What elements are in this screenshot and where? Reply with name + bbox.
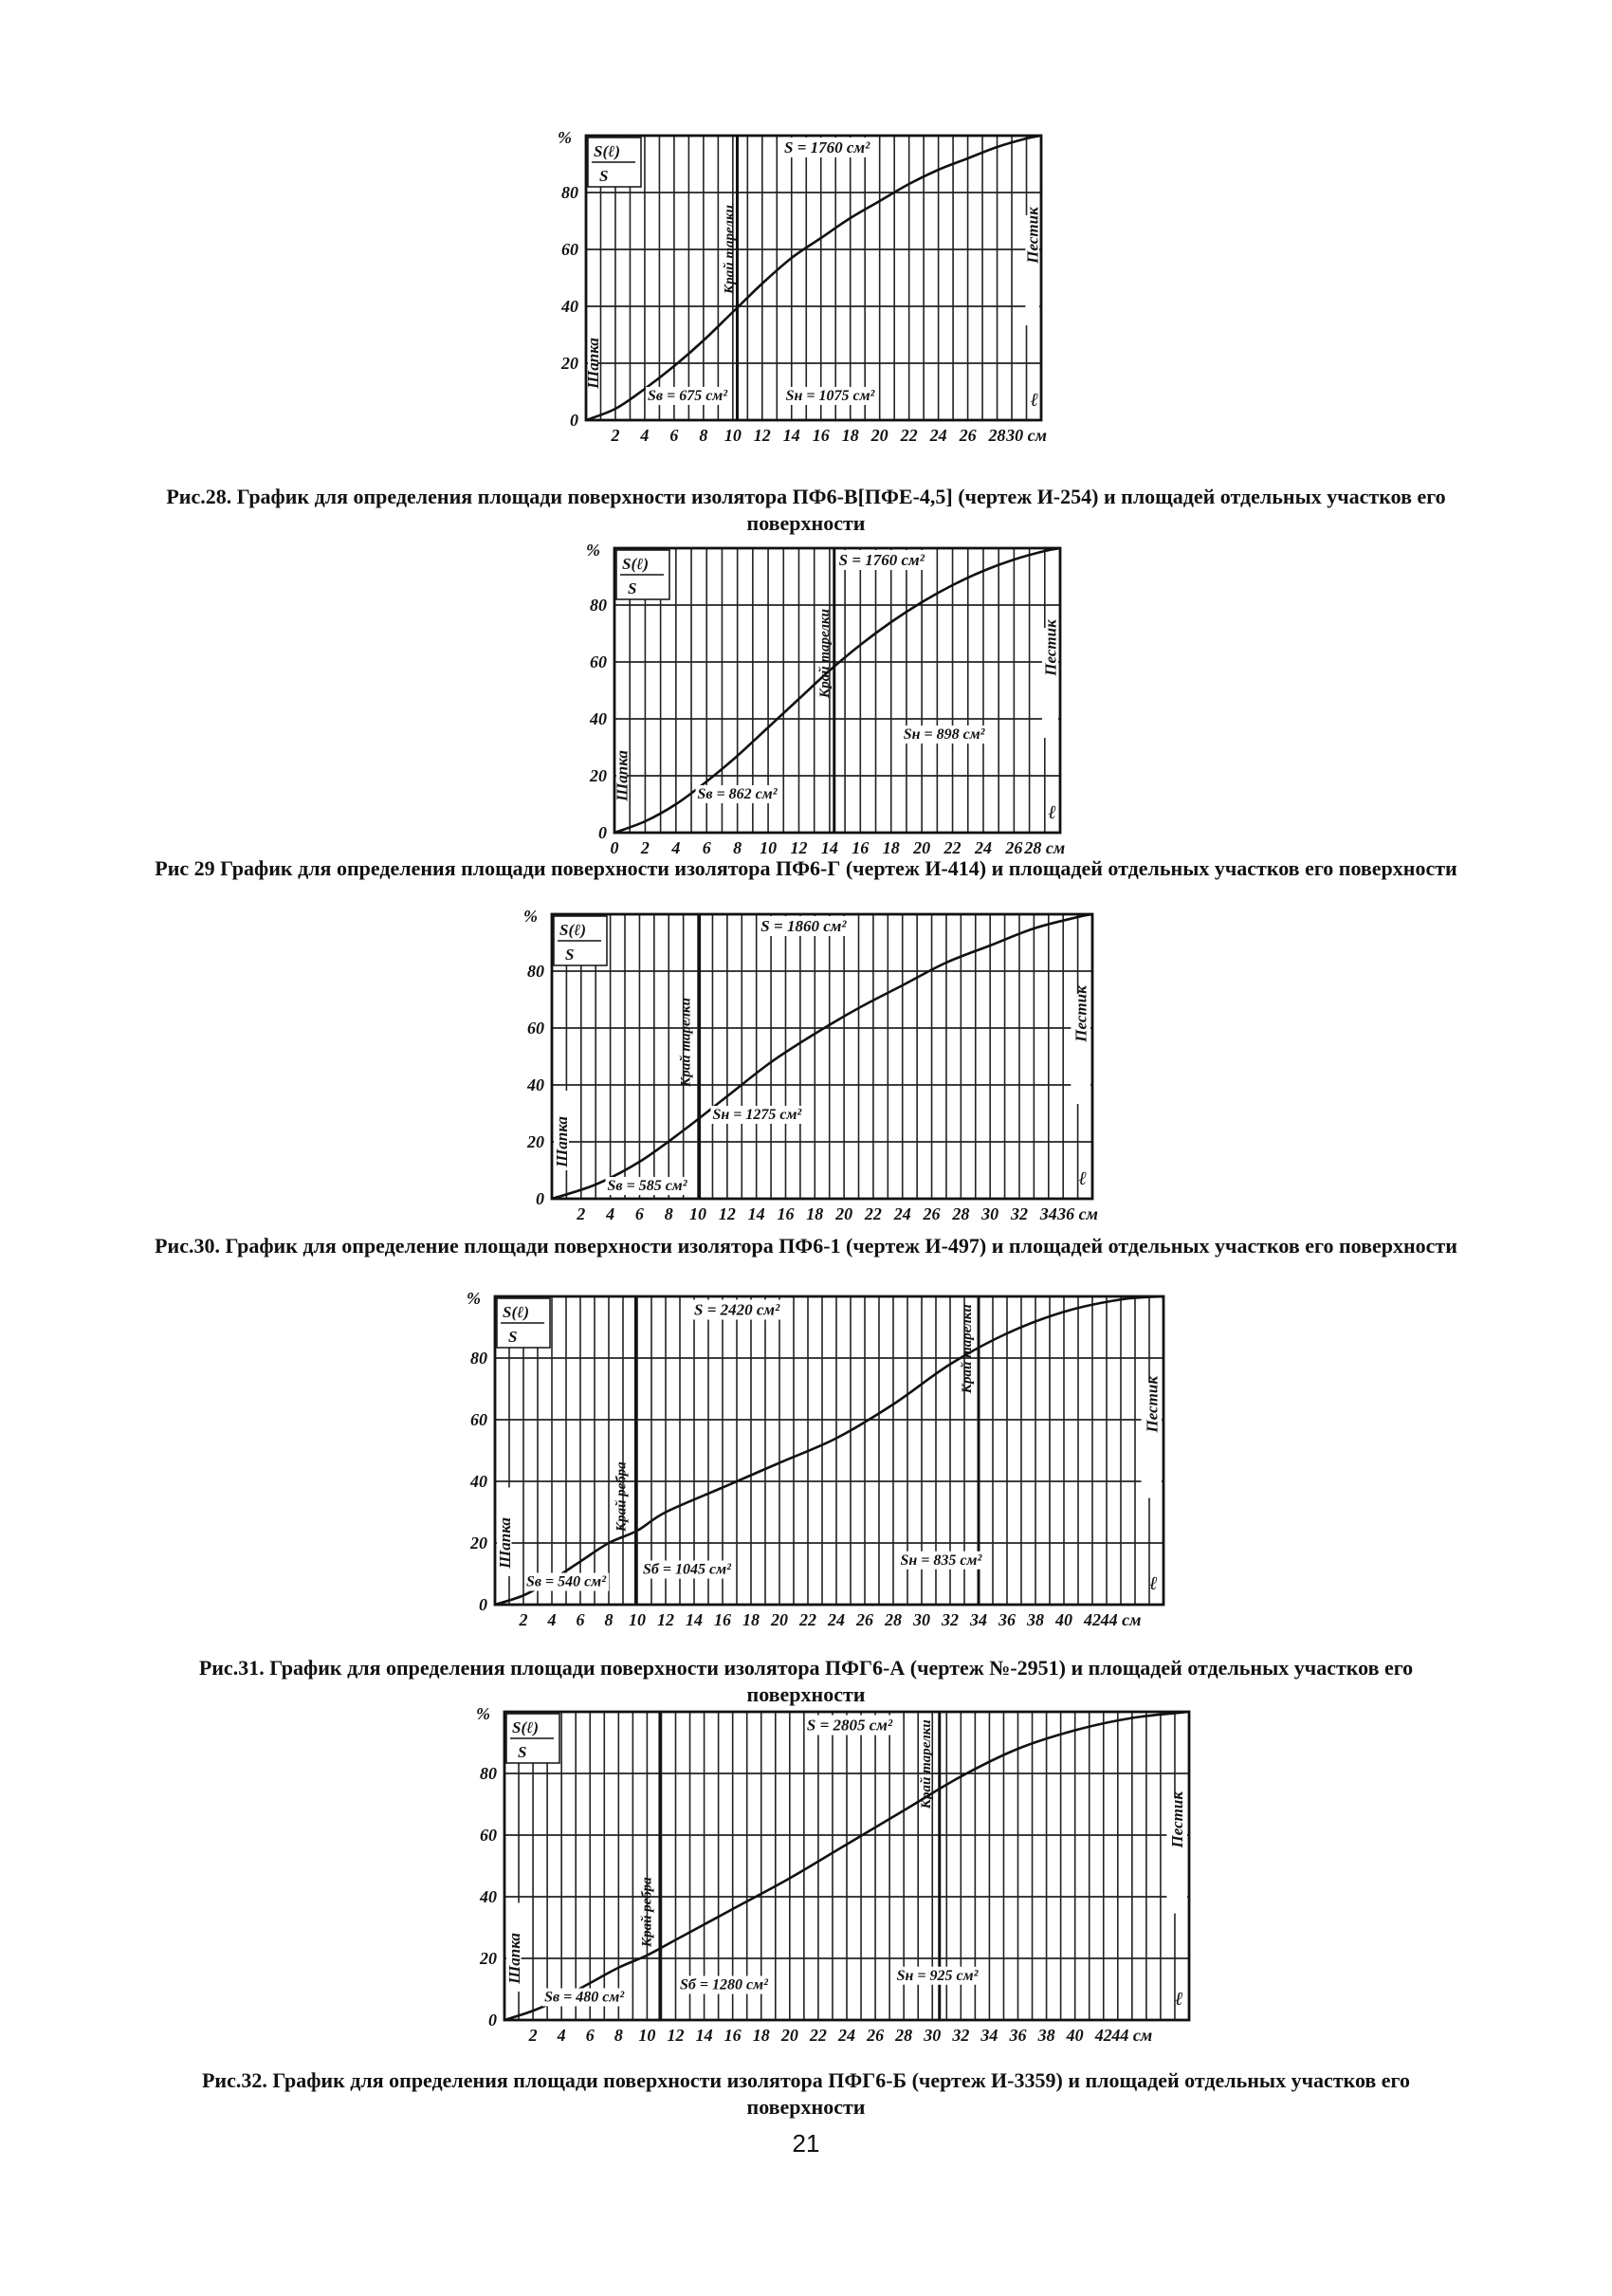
x-tick-label: 24 [893, 1204, 911, 1223]
caption-fig30: Рис.30. График для определение площади поверхности изолятора ПФ6-1 (чертеж И-497) и площадей отдельных участков его поверхности [155, 1234, 1457, 1258]
x-tick-label: 14 [782, 426, 800, 445]
page-number: 21 [792, 2129, 820, 2158]
x-tick-label: 2 [640, 838, 650, 857]
x-tick-label: 6 [576, 1610, 585, 1629]
area-part-1-label: Sв = 480 см² [544, 1989, 625, 2006]
x-tick-label: 14 [695, 2026, 713, 2045]
right-region-label: Пестик [1041, 619, 1060, 676]
y-unit-label: % [523, 907, 538, 926]
area-part-1-label: Sв = 585 см² [607, 1178, 687, 1194]
x-tick-label: 18 [841, 426, 859, 445]
y-tick-label: 40 [527, 1075, 544, 1094]
total-area-label: S = 2420 см² [694, 1300, 780, 1319]
x-tick-label: 2 [519, 1610, 528, 1629]
x-tick-label: 30 [924, 2026, 942, 2045]
y-tick-label: 20 [590, 766, 607, 785]
chart-svg [512, 901, 1119, 1223]
chart-svg [465, 1700, 1223, 2047]
x-tick-label: 38 [1037, 2026, 1055, 2045]
right-region-label: Пестик [1143, 1376, 1162, 1433]
ylabel-numerator: S(ℓ) [622, 555, 650, 573]
total-area-label: S = 1860 см² [760, 917, 847, 935]
area-part-1-label: Sв = 540 см² [526, 1573, 607, 1590]
x-tick-label: 2 [577, 1204, 586, 1223]
x-tick-label: 36 [998, 1610, 1016, 1629]
x-tick-label: 6 [702, 838, 711, 857]
area-part-2-label: Sн = 898 см² [903, 726, 985, 743]
x-tick-label: 10 [638, 2026, 656, 2045]
x-tick-label: 10 [724, 426, 742, 445]
y-tick-label: 80 [527, 962, 544, 981]
edge-label-2: Край тарелки [919, 1719, 935, 1809]
x-tick-label: 22 [943, 838, 962, 857]
left-region-label: Шапка [553, 1116, 572, 1167]
area-part-2-label: Sб = 1280 см² [680, 1976, 768, 1993]
ell-marker: ℓ [1175, 1988, 1183, 2010]
x-tick-label: 34 [980, 2026, 998, 2045]
area-part-1-label: Sв = 675 см² [648, 388, 728, 404]
y-tick-label: 40 [561, 297, 578, 316]
ylabel-denominator: S [565, 946, 575, 964]
left-region-label: Шапка [495, 1517, 514, 1569]
y-tick-label: 20 [561, 354, 578, 373]
y-tick-label: 60 [480, 1826, 497, 1845]
x-tick-label: 0 [610, 838, 619, 857]
x-tick-label: 34 [970, 1610, 987, 1629]
ylabel-numerator: S(ℓ) [503, 1303, 530, 1321]
x-tick-label: 20 [913, 838, 931, 857]
x-tick-label: 16 [777, 1204, 795, 1223]
x-tick-label: 16 [714, 1610, 731, 1629]
x-tick-label: 26 [1005, 838, 1023, 857]
ell-marker: ℓ [1149, 1572, 1158, 1594]
x-tick-label: 20 [771, 1610, 788, 1629]
y-tick-label: 80 [480, 1764, 497, 1783]
x-tick-label: 4 [557, 2026, 566, 2045]
y-tick-label: 60 [590, 652, 607, 671]
y-tick-label: 80 [470, 1349, 487, 1368]
x-tick-label: 8 [733, 838, 742, 857]
y-unit-label: % [467, 1289, 481, 1308]
x-tick-label: 14 [747, 1204, 765, 1223]
x-tick-label: 28 [952, 1204, 970, 1223]
x-tick-label: 42 [1094, 2026, 1112, 2045]
chart-svg [569, 531, 1100, 857]
x-tick-label: 12 [790, 838, 808, 857]
right-region-label: Пестик [1023, 207, 1042, 264]
x-tick-label: 10 [760, 838, 778, 857]
x-tick-label: 18 [742, 1610, 760, 1629]
chart-fig29 [569, 531, 1100, 858]
area-part-1-label: Sв = 862 см² [697, 786, 778, 802]
x-tick-label: 16 [812, 426, 830, 445]
y-tick-label: 0 [536, 1189, 544, 1208]
x-tick-label: 44 см [1111, 2026, 1153, 2045]
y-tick-label: 60 [527, 1019, 544, 1038]
chart-svg [540, 119, 1072, 445]
x-tick-label: 28 см [1024, 838, 1066, 857]
x-tick-label: 24 [828, 1610, 845, 1629]
area-part-2-label: Sн = 1075 см² [785, 388, 875, 404]
caption-fig31: Рис.31. График для определения площади поверхности изолятора ПФГ6-А (чертеж №-2951) и площадей отдельных участков его поверхности [198, 1656, 1414, 1706]
chart-fig28 [540, 119, 1072, 445]
x-tick-label: 4 [606, 1204, 615, 1223]
x-tick-label: 28 [988, 426, 1006, 445]
x-tick-label: 26 [959, 426, 977, 445]
plot-frame [552, 914, 1092, 1199]
x-tick-label: 40 [1066, 2026, 1084, 2045]
x-tick-label: 4 [640, 426, 650, 445]
y-tick-label: 0 [570, 411, 578, 430]
ylabel-numerator: S(ℓ) [512, 1718, 540, 1736]
y-tick-label: 40 [590, 709, 607, 728]
x-tick-label: 2 [611, 426, 620, 445]
x-tick-label: 4 [547, 1610, 557, 1629]
area-part-3-label: Sн = 925 см² [896, 1967, 979, 1984]
x-tick-label: 24 [838, 2026, 855, 2045]
x-tick-label: 6 [669, 426, 679, 445]
ylabel-numerator: S(ℓ) [594, 142, 621, 160]
y-unit-label: % [476, 1704, 490, 1723]
caption-fig32: Рис.32. График для определения площади поверхности изолятора ПФГ6-Б (чертеж И-3359) и площадей отдельных участков его поверхности [201, 2068, 1411, 2119]
ylabel-denominator: S [518, 1743, 527, 1761]
left-region-label: Шапка [504, 1933, 523, 1984]
chart-svg [455, 1285, 1195, 1631]
total-area-label: S = 2805 см² [806, 1716, 893, 1735]
ylabel-denominator: S [628, 579, 637, 597]
x-tick-label: 2 [528, 2026, 538, 2045]
y-unit-label: % [586, 541, 600, 560]
edge-label-2: Край тарелки [960, 1304, 975, 1394]
x-tick-label: 8 [614, 2026, 623, 2045]
x-tick-label: 16 [852, 838, 870, 857]
x-tick-label: 14 [686, 1610, 703, 1629]
y-unit-label: % [558, 128, 572, 147]
x-tick-label: 20 [780, 2026, 798, 2045]
x-tick-label: 20 [835, 1204, 853, 1223]
x-tick-label: 22 [900, 426, 918, 445]
area-part-2-label: Sб = 1045 см² [643, 1561, 731, 1578]
x-tick-label: 32 [1010, 1204, 1028, 1223]
y-tick-label: 40 [480, 1887, 497, 1906]
x-tick-label: 44 см [1100, 1610, 1142, 1629]
total-area-label: S = 1760 см² [784, 138, 870, 156]
x-tick-label: 18 [752, 2026, 770, 2045]
caption-fig28: Рис.28. График для определения площади поверхности изолятора ПФ6-В[ПФЕ-4,5] (чертеж И-254) и площадей отдельных участков его поверхности [166, 485, 1446, 535]
x-tick-label: 40 [1055, 1610, 1072, 1629]
series-curve [552, 914, 1092, 1199]
x-tick-label: 6 [634, 1204, 644, 1223]
x-tick-label: 24 [929, 426, 947, 445]
x-tick-label: 12 [657, 1610, 674, 1629]
ylabel-numerator: S(ℓ) [559, 921, 587, 939]
area-part-2-label: Sн = 1275 см² [712, 1107, 802, 1123]
x-tick-label: 18 [806, 1204, 824, 1223]
x-tick-label: 30 [981, 1204, 999, 1223]
x-tick-label: 32 [942, 1610, 959, 1629]
ylabel-denominator: S [599, 167, 609, 185]
x-tick-label: 30 см [1006, 426, 1047, 445]
y-tick-label: 0 [479, 1595, 487, 1614]
x-tick-label: 12 [753, 426, 771, 445]
x-tick-label: 8 [664, 1204, 673, 1223]
x-tick-label: 26 [856, 1610, 873, 1629]
y-tick-label: 0 [488, 2011, 497, 2030]
y-tick-label: 20 [527, 1132, 544, 1151]
y-tick-label: 60 [561, 240, 578, 259]
chart-fig32 [465, 1700, 1223, 2051]
x-tick-label: 16 [724, 2026, 742, 2045]
x-tick-label: 22 [864, 1204, 882, 1223]
x-tick-label: 4 [671, 838, 681, 857]
x-tick-label: 10 [689, 1204, 707, 1223]
edge-label: Край тарелки [722, 205, 738, 294]
x-tick-label: 26 [923, 1204, 941, 1223]
plot-frame [614, 548, 1060, 833]
series-curve [614, 548, 1060, 833]
y-tick-label: 60 [470, 1410, 487, 1429]
chart-fig31 [455, 1285, 1195, 1636]
y-tick-label: 0 [598, 823, 607, 842]
caption-fig29: Рис 29 График для определения площади поверхности изолятора ПФ6-Г (чертеж И-414) и площадей отдельных участков его поверхности [155, 856, 1457, 880]
ell-marker: ℓ [1030, 390, 1039, 411]
x-tick-label: 12 [718, 1204, 736, 1223]
x-tick-label: 18 [882, 838, 900, 857]
edge-label: Край ребра [639, 1877, 655, 1948]
edge-label: Край тарелки [817, 609, 833, 698]
x-tick-label: 22 [809, 2026, 827, 2045]
series-curve [583, 136, 1041, 420]
y-tick-label: 40 [470, 1472, 487, 1491]
area-part-3-label: Sн = 835 см² [900, 1552, 982, 1569]
x-tick-label: 32 [952, 2026, 970, 2045]
y-tick-label: 80 [561, 183, 578, 202]
x-tick-label: 24 [974, 838, 992, 857]
x-tick-label: 30 [913, 1610, 930, 1629]
edge-label: Край ребра [614, 1461, 630, 1533]
x-tick-label: 36 [1009, 2026, 1027, 2045]
edge-label: Край тарелки [678, 998, 694, 1087]
ell-marker: ℓ [1048, 802, 1057, 823]
x-tick-label: 34 [1039, 1204, 1057, 1223]
x-tick-label: 22 [799, 1610, 816, 1629]
x-tick-label: 38 [1027, 1610, 1044, 1629]
plot-frame [583, 136, 1041, 420]
x-tick-label: 26 [867, 2026, 885, 2045]
x-tick-label: 20 [870, 426, 888, 445]
ell-marker: ℓ [1078, 1168, 1088, 1189]
left-region-label: Шапка [583, 338, 602, 389]
x-tick-label: 12 [667, 2026, 685, 2045]
x-tick-label: 28 [885, 1610, 902, 1629]
ylabel-denominator: S [508, 1328, 518, 1346]
x-tick-label: 8 [699, 426, 708, 445]
x-tick-label: 36 см [1057, 1204, 1099, 1223]
x-tick-label: 8 [604, 1610, 614, 1629]
right-region-label: Пестик [1072, 985, 1090, 1042]
y-tick-label: 80 [590, 596, 607, 615]
y-tick-label: 20 [470, 1534, 487, 1552]
right-region-label: Пестик [1168, 1791, 1187, 1848]
x-tick-label: 10 [629, 1610, 646, 1629]
x-tick-label: 6 [585, 2026, 595, 2045]
x-tick-label: 14 [820, 838, 838, 857]
x-tick-label: 28 [895, 2026, 913, 2045]
y-tick-label: 20 [480, 1949, 497, 1968]
left-region-label: Шапка [613, 750, 632, 801]
total-area-label: S = 1760 см² [838, 551, 925, 569]
chart-fig30 [512, 901, 1119, 1223]
x-tick-label: 42 [1084, 1610, 1101, 1629]
